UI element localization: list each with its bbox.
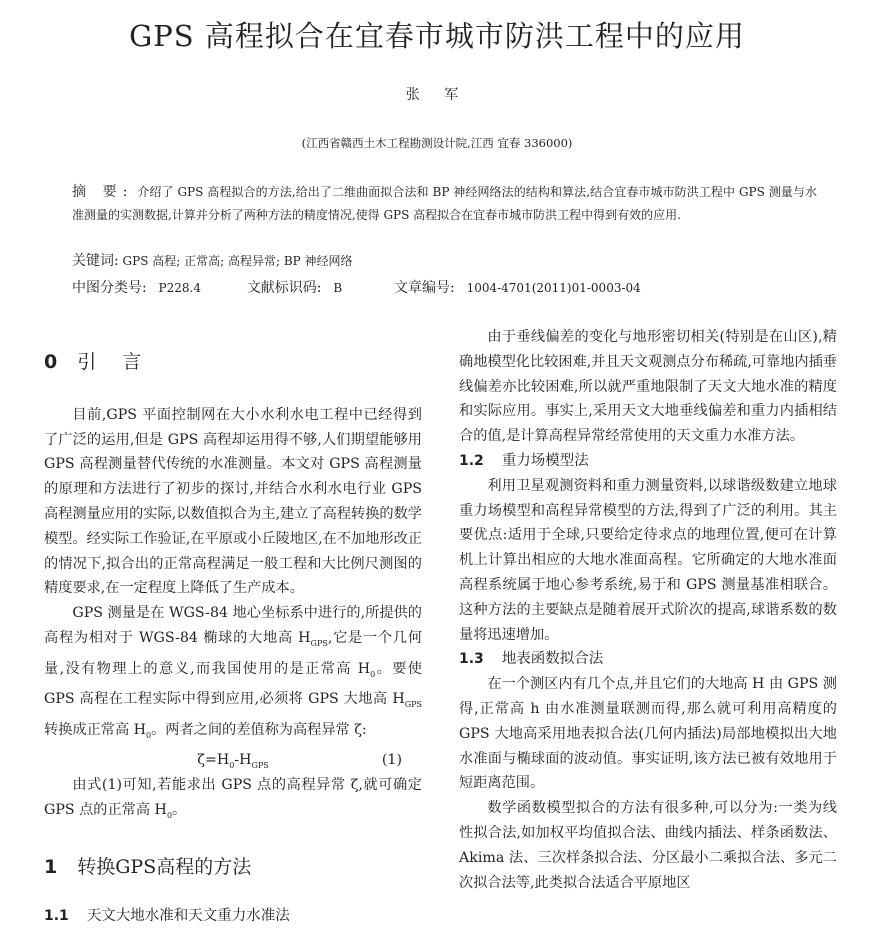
classification-line (72, 277, 641, 297)
section-1-3-heading (459, 647, 837, 672)
p3-part-a: 由式(1)可知,若能求出 GPS 点的高程异常 ζ,就可确定 GPS 点的正常高 H (44, 777, 422, 819)
right-paragraph-4: 数学函数模型拟合的方法有很多种,可以分为:一类为线性拟合法,如加权平均值拟合法、曲线内插法、样条函数法、Akima 法、三次样条拟合法、分区最小二乘拟合法、多元二次拟合法等,此类拟合法适合平原地区 (459, 800, 837, 891)
abstract (72, 181, 817, 227)
section-1-3-title: 地表函数拟合法 (501, 651, 604, 668)
equation-number: (1) (381, 752, 402, 769)
section-0-number: 0 (44, 351, 58, 373)
equation-mid: -H (234, 752, 252, 769)
equation-sub-1: 0 (229, 761, 235, 771)
doc-code-label: 文献标识码: (246, 280, 322, 296)
section-1-2-heading (459, 449, 837, 474)
p3-sub: 0 (166, 811, 173, 821)
p2-sub-2: 0 (370, 669, 376, 679)
author: 张 军 (405, 87, 469, 103)
abstract-label: 摘 要: (72, 184, 134, 200)
equation-lhs: ζ=H (197, 752, 230, 769)
clc-value: P228.4 (158, 281, 201, 295)
section-1-2-number: 1.2 (459, 452, 484, 469)
p2-part-c: 。要使 GPS 高程在工程实际中得到应用,必须将 GPS 大地高 H (44, 660, 422, 708)
affiliation: (江西省赣西土木工程勘测设计院,江西 宜春 336000) (301, 136, 573, 150)
section-0-heading (44, 350, 422, 375)
section-1-title: 转换GPS高程的方法 (77, 855, 252, 878)
right-paragraph-1: 由于垂线偏差的变化与地形密切相关(特别是在山区),精确地模型化比较困难,并且天文观测点分布稀疏,可靠地内插垂线偏差亦比较困难,所以就严重地限制了天文大地水准的精度和实际应用。事实上,采用天文大地垂线偏差和重力内插相结合的值,是计算高程异常经常使用的天文重力水准方法。 (459, 329, 837, 445)
doc-code-value: B (333, 281, 343, 295)
p2-sub-1: GPS (310, 638, 328, 648)
left-paragraph-2 (44, 601, 422, 748)
section-1-number: 1 (44, 855, 58, 878)
p2-part-a: GPS 测量是在 WGS-84 地心坐标系中进行的,所提供的高程为相对于 WGS-84 椭球的大地高 H (44, 605, 422, 646)
right-paragraph-3: 在一个测区内有几个点,并且它们的大地高 H 由 GPS 测得,正常高 h 由水准测量联测而得,那么就可利用高精度的 GPS 大地高采用地表拟合法(几何内插法)局部地模拟出大地水准面与椭球面的波动值。事实证明,该方法已被有效地用于短距离范围。 (459, 676, 837, 792)
paper-title: GPS 高程拟合在宜春市城市防洪工程中的应用 (129, 19, 745, 53)
left-paragraph-1: 目前,GPS 平面控制网在大小水利水电工程中已经得到了广泛的运用,但是 GPS 高程却运用得不够,人们期望能够用 GPS 高程测量替代传统的水准测量。本文对 GPS 高程测量的原理和方法进行了初步的探讨,并结合水利水电行业 GPS 高程测量应用的实际,以数值拟合为主,建立了高程转换的数学模型。经实际工作验证,在平原或小丘陵地区,在不加地形改正的情况下,拟合出的正常高程满足一般工程和大比例尺测图的精度要求,在一定程度上降低了生产成本。 (44, 406, 422, 597)
abstract-text: 介绍了 GPS 高程拟合的方法,给出了二维曲面拟合法和 BP 神经网络法的结构和算法,结合宜春市城市防洪工程中 GPS 测量与水准测量的实测数据,计算并分析了两种方法的精度情况,使得 GPS 高程拟合在宜春市城市防洪工程中得到有效的应用. (72, 185, 817, 222)
right-paragraph-2: 利用卫星观测资料和重力测量资料,以球谐级数建立地球重力场模型和高程异常模型的方法,得到了广泛的利用。其主要优点:适用于全球,只要给定待求点的地理位置,便可在计算机上计算出相应的大地水准面高程。它所确定的大地水准面高程系统属于地心参考系统,易于和 GPS 测量基准相联合。这种方法的主要缺点是随着展开式阶次的提高,球谐系数的数量将迅速增加。 (459, 477, 837, 643)
equation-sub-2: GPS (251, 761, 269, 771)
keywords-label: 关键词: (72, 253, 119, 269)
section-0-title: 引 言 (77, 351, 152, 373)
right-column (459, 325, 837, 895)
p2-sub-4: 0 (146, 730, 152, 740)
section-1-1-title: 天文大地水准和天文重力水准法 (86, 907, 290, 924)
keywords (72, 250, 353, 270)
section-1-3-number: 1.3 (459, 651, 484, 668)
section-1-1-heading (44, 904, 422, 929)
p2-part-d: 转换成正常高 H (44, 721, 147, 738)
p2-sub-3: GPS (404, 700, 422, 710)
p2-part-e: 。两者之间的差值称为高程异常 ζ: (151, 721, 367, 738)
article-number-value: 1004-4701(2011)01-0003-04 (466, 281, 641, 295)
equation-1 (44, 748, 422, 773)
article-number-label: 文章编号: (394, 280, 455, 296)
keywords-text: GPS 高程; 正常高; 高程异常; BP 神经网络 (122, 254, 353, 268)
left-paragraph-3 (44, 773, 422, 828)
p3-part-b: 。 (172, 802, 187, 819)
clc-label: 中图分类号: (72, 280, 147, 296)
section-1-1-number: 1.1 (44, 907, 69, 924)
p2-part-b: ,它是一个几何量,没有物理上的意义,而我国使用的是正常高 H (44, 629, 423, 677)
section-1-heading (44, 855, 422, 880)
left-column (44, 350, 422, 928)
section-1-2-title: 重力场模型法 (501, 452, 589, 469)
